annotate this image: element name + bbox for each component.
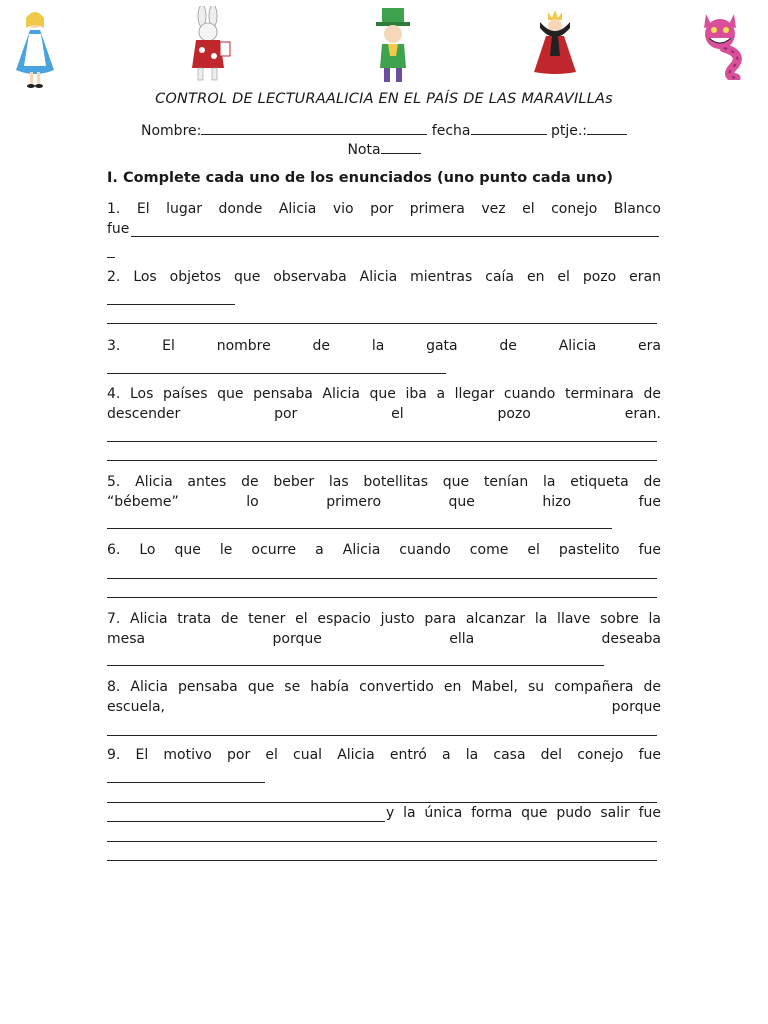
answer-line-5[interactable] <box>107 528 612 529</box>
answer-line-2a[interactable] <box>107 304 235 305</box>
question-8: 8. Alicia pensaba que se había convertido en Mabel, su compañera de <box>107 679 661 695</box>
question-9-cont: y la única forma que pudo salir fue <box>386 805 661 821</box>
answer-line-1b[interactable] <box>107 257 115 258</box>
answer-line-6b[interactable] <box>107 597 657 598</box>
student-info-line <box>0 121 768 139</box>
answer-line-9c[interactable] <box>107 821 385 822</box>
queen-of-hearts-illustration <box>530 6 580 76</box>
answer-line-1a[interactable] <box>131 236 659 237</box>
fecha-label: fecha <box>431 123 471 139</box>
section-title: I. Complete cada uno de los enunciados (uno punto cada uno) <box>107 170 614 186</box>
nota-label: Nota <box>347 142 381 158</box>
answer-line-8[interactable] <box>107 735 657 736</box>
answer-line-9a[interactable] <box>107 782 265 783</box>
question-7: 7. Alicia trata de tener el espacio justo para alcanzar la llave sobre la <box>107 611 661 627</box>
fecha-field[interactable] <box>471 121 547 135</box>
nota-field[interactable] <box>381 140 421 154</box>
nombre-field[interactable] <box>201 121 427 135</box>
question-7-cont: mesa porque ella deseaba <box>107 631 661 647</box>
question-2: 2. Los objetos que observaba Alicia mientras caía en el pozo eran <box>107 269 661 285</box>
answer-line-9e[interactable] <box>107 860 657 861</box>
question-8-cont: escuela, porque <box>107 699 661 715</box>
question-5-cont: “bébeme” lo primero que hizo fue <box>107 494 661 510</box>
question-4: 4. Los países que pensaba Alicia que iba a llegar cuando terminara de <box>107 386 661 402</box>
question-4-cont: descender por el pozo eran. <box>107 406 661 422</box>
alice-illustration <box>10 6 60 92</box>
question-9: 9. El motivo por el cual Alicia entró a la casa del conejo fue <box>107 747 661 763</box>
answer-line-4b[interactable] <box>107 460 657 461</box>
answer-line-7[interactable] <box>107 665 604 666</box>
nombre-label: Nombre: <box>141 123 202 139</box>
answer-line-9d[interactable] <box>107 841 657 842</box>
white-rabbit-illustration <box>180 6 236 84</box>
question-1: 1. El lugar donde Alicia vio por primera vez el conejo Blanco <box>107 201 661 217</box>
answer-line-2b[interactable] <box>107 323 657 324</box>
nota-line <box>0 140 768 158</box>
mad-hatter-illustration <box>368 6 418 86</box>
question-1-cont: fue <box>107 221 130 237</box>
ptje-field[interactable] <box>587 121 627 135</box>
answer-line-4a[interactable] <box>107 441 657 442</box>
page-title: CONTROL DE LECTURAALICIA EN EL PAÍS DE LAS MARAVILLAs <box>155 91 613 107</box>
question-5: 5. Alicia antes de beber las botellitas que tenían la etiqueta de <box>107 474 661 490</box>
cheshire-cat-illustration <box>694 6 746 80</box>
question-3: 3. El nombre de la gata de Alicia era <box>107 338 661 354</box>
answer-line-6a[interactable] <box>107 578 657 579</box>
question-6: 6. Lo que le ocurre a Alicia cuando come el pastelito fue <box>107 542 661 558</box>
answer-line-3[interactable] <box>107 373 446 374</box>
ptje-label: ptje.: <box>550 123 587 139</box>
